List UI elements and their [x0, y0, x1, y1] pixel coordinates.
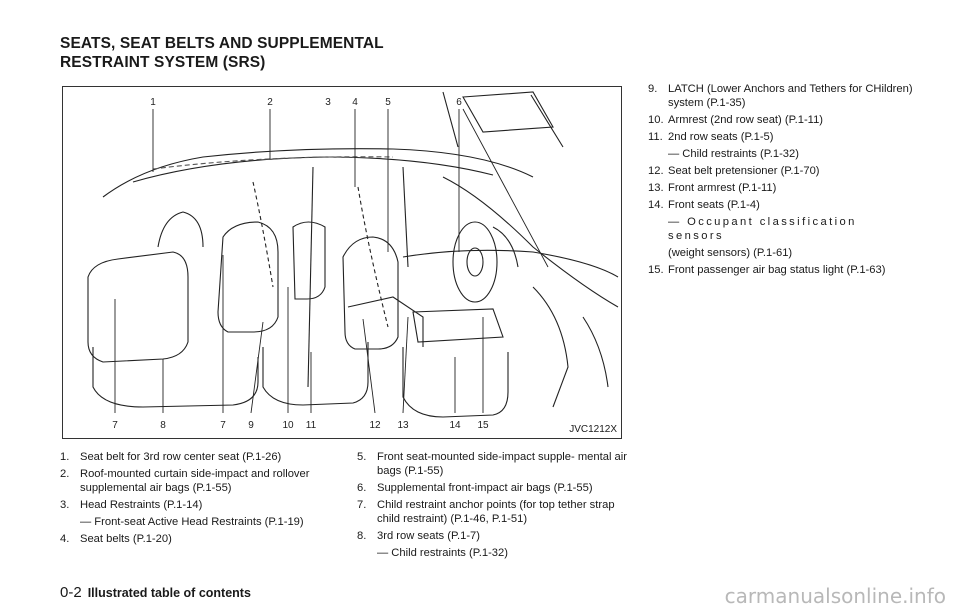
legend-item-11: 11. 2nd row seats (P.1-5) — [648, 131, 774, 143]
legend-item-12: 12. Seat belt pretensioner (P.1-70) — [648, 165, 820, 177]
figure-code: JVC1212X — [569, 424, 617, 435]
legend-item-3: 3. Head Restraints (P.1-14) — [60, 499, 203, 511]
callout-7b: 7 — [220, 420, 226, 431]
legend-item-11-sub: — Child restraints (P.1-32) — [668, 148, 799, 160]
legend-column-1 — [60, 450, 342, 549]
callout-4: 4 — [352, 97, 358, 108]
legend-item-10: 10. Armrest (2nd row seat) (P.1-11) — [648, 114, 824, 126]
callout-15: 15 — [477, 420, 489, 431]
callout-11: 11 — [305, 420, 317, 431]
section-name: Illustrated table of contents — [87, 586, 251, 600]
legend-item-9: 9. LATCH (Lower Anchors and Tethers for CHildren) system (P.1-35) — [648, 83, 913, 109]
page-title — [60, 34, 384, 72]
legend-item-5: 5. Front seat-mounted side-impact supple- mental air bags (P.1-55) — [357, 451, 627, 477]
callout-7a: 7 — [112, 420, 118, 431]
legend-item-15: 15. Front passenger air bag status light (P.1-63) — [648, 264, 886, 276]
legend-column-3 — [648, 82, 916, 280]
page-footer — [60, 584, 251, 601]
legend-item-14-sub2: (weight sensors) (P.1-61) — [668, 247, 793, 259]
callout-5: 5 — [385, 97, 391, 108]
page-title-line-2: RESTRAINT SYSTEM (SRS) — [60, 54, 266, 71]
legend-column-2 — [357, 450, 627, 563]
legend-item-6: 6. Supplemental front-impact air bags (P.1-55) — [357, 482, 593, 494]
legend-item-8: 8. 3rd row seats (P.1-7) — [357, 530, 481, 542]
callout-2: 2 — [267, 97, 273, 108]
callout-9: 9 — [248, 420, 254, 431]
watermark-text: carmanualsonline.info — [724, 584, 946, 608]
legend-item-3-sub: — Front-seat Active Head Restraints (P.1-19) — [80, 516, 304, 528]
legend-item-4: 4. Seat belts (P.1-20) — [60, 533, 172, 545]
callout-8: 8 — [160, 420, 166, 431]
callout-1: 1 — [150, 97, 156, 108]
callout-13: 13 — [397, 420, 409, 431]
callout-12: 12 — [369, 420, 381, 431]
legend-item-7: 7. Child restraint anchor points (for top tether strap child restraint) (P.1-46, P.1-51) — [357, 499, 615, 525]
legend-item-13: 13. Front armrest (P.1-11) — [648, 182, 777, 194]
legend-item-1: 1. Seat belt for 3rd row center seat (P.1-26) — [60, 451, 282, 463]
callout-14: 14 — [449, 420, 461, 431]
callout-6: 6 — [456, 97, 462, 108]
page-title-line-1: SEATS, SEAT BELTS AND SUPPLEMENTAL — [60, 35, 384, 52]
seat-srs-illustration — [62, 86, 622, 439]
callout-10: 10 — [282, 420, 294, 431]
legend-item-2: 2. Roof-mounted curtain side-impact and rollover supplemental air bags (P.1-55) — [60, 468, 310, 494]
legend-item-8-sub: — Child restraints (P.1-32) — [377, 547, 508, 559]
legend-item-14: 14. Front seats (P.1-4) — [648, 199, 760, 211]
legend-item-14-sub: — Occupant classification sensors — [668, 216, 857, 242]
callout-3: 3 — [325, 97, 331, 108]
page-number: 0-2 — [60, 584, 82, 601]
vehicle-interior-drawing — [63, 87, 621, 438]
